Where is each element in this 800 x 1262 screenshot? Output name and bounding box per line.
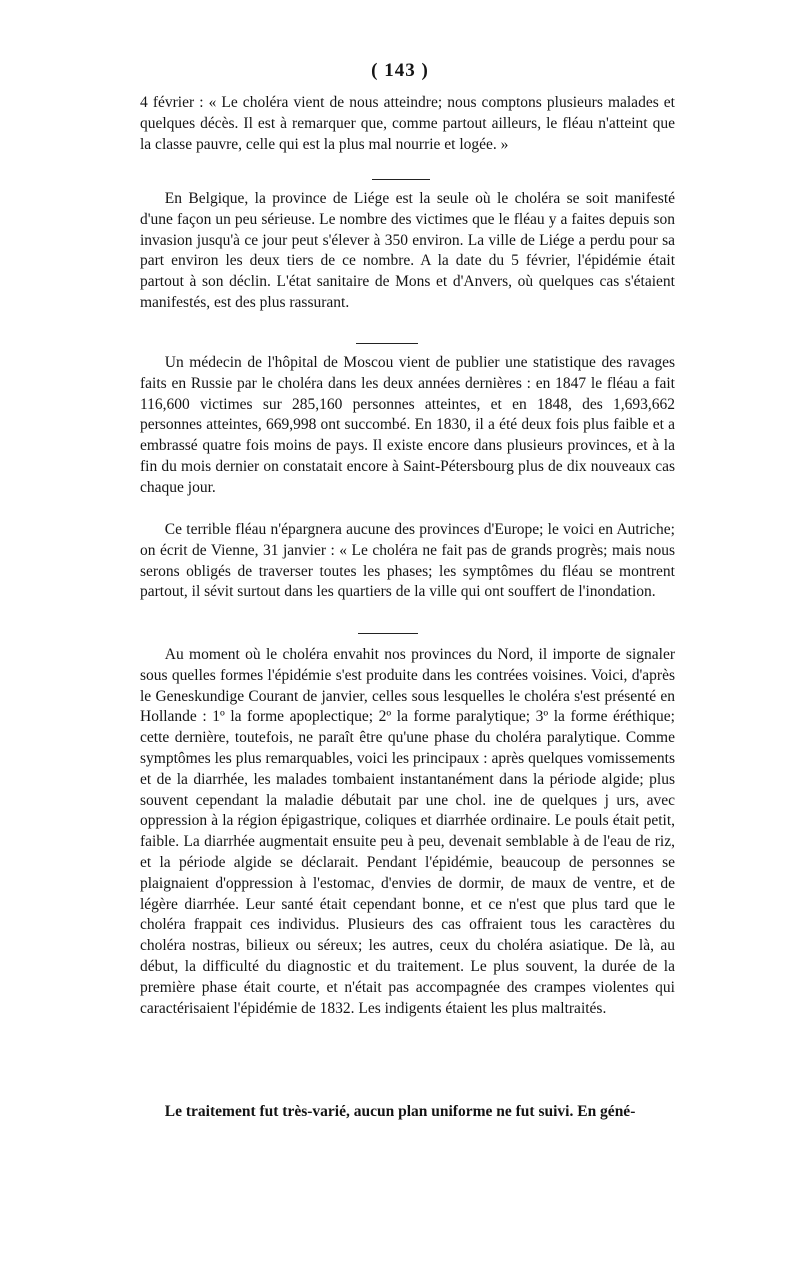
paragraph-russie: Un médecin de l'hôpital de Moscou vient de publier une statistique des ravages faits en Russie par le choléra dans les deux années dernières : en 1847 le fléau a fait 116,600 victimes sur 285,160 personnes atteintes, et en 1848, des 1,693,662 personnes atteintes, 669,998 ont succombé. En 1830, il a été deux fois plus faible et a embrassé quatre fois moins de pays. Il existe encore dans plusieurs provinces, et à la fin du mois dernier on constatait encore à Saint-Pétersbourg plus de dix nouveaux cas chaque jour. [140, 354, 675, 496]
section-divider [356, 343, 418, 344]
paragraph-autriche: Ce terrible fléau n'épargnera aucune des provinces d'Europe; le voici en Autriche; on écrit de Vienne, 31 janvier : « Le choléra ne fait pas de grands progrès; mais nous serons obligés de traverser toutes les phases; les symptômes du fléau se montrent partout, il sévit surtout dans les quartiers de la ville qui ont souffert de l'inondation. [140, 521, 675, 601]
paragraph-traitement: Le traitement fut très-varié, aucun plan uniforme ne fut suivi. En géné- [164, 1103, 636, 1120]
page-number: ( 143 ) [371, 60, 429, 81]
section-divider [372, 179, 430, 180]
paragraph-belgique: En Belgique, la province de Liége est la seule où le choléra se soit manifesté d'une façon un peu sérieuse. Le nombre des victimes que le fléau y a faites depuis son invasion jusqu'à ce jour peut s'élever à 350 environ. La ville de Liége a perdu pour sa part environ les deux tiers de ce nombre. A la date du 5 février, l'épidémie était partout à son déclin. L'état sanitaire de Mons et d'Anvers, où quelques cas s'étaient manifestés, est des plus rassurant. [140, 190, 675, 311]
paragraph-hollande: Au moment où le choléra envahit nos provinces du Nord, il importe de signaler sous quelles formes l'épidémie s'est produite dans les contrées voisines. Voici, d'après le Geneskundige Courant de janvier, celles sous lesquelles le choléra s'est présenté en Hollande : 1º la forme apoplectique; 2º la forme paralytique; 3º la forme éréthique; cette dernière, toutefois, ne paraît être qu'une phase du choléra paralytique. Comme symptômes les plus remarquables, voici les principaux : après quelques vomissements et de la diarrhée, les malades tombaient instantanément dans la période algide; plus souvent cependant la maladie débutait par une chol. ine de quelques j urs, avec oppression à la région épigastrique, coliques et diarrhée ordinaire. Le pouls était petit, faible. La diarrhée augmentait ensuite peu à peu, devenait semblable à de l'eau de riz, et la période algide se déclarait. Pendant l'épidémie, beaucoup de personnes se plaignaient d'oppression à l'estomac, d'envies de dormir, de maux de ventre, et de légère diarrhée. Leur santé était cependant bonne, et ce n'est que plus tard que le choléra frappait ces individus. Plusieurs des cas offraient tous les caractères du choléra nostras, bilieux ou séreux; les autres, ceux du choléra asiatique. De là, au début, la difficulté du diagnostic et du traitement. Le plus souvent, la durée de la première phase était courte, et n'était pas accompagnée des crampes violentes qui caractérisaient l'épidémie de 1832. Les indigents étaient les plus maltraités. [140, 646, 675, 1017]
paragraph-letter-quote: 4 février : « Le choléra vient de nous atteindre; nous comptons plusieurs malades et quelques décès. Il est à remarquer que, comme partout ailleurs, le fléau n'atteint que la classe pauvre, celle qui est la plus mal nourrie et logée. » [140, 94, 675, 153]
section-divider [358, 633, 418, 634]
